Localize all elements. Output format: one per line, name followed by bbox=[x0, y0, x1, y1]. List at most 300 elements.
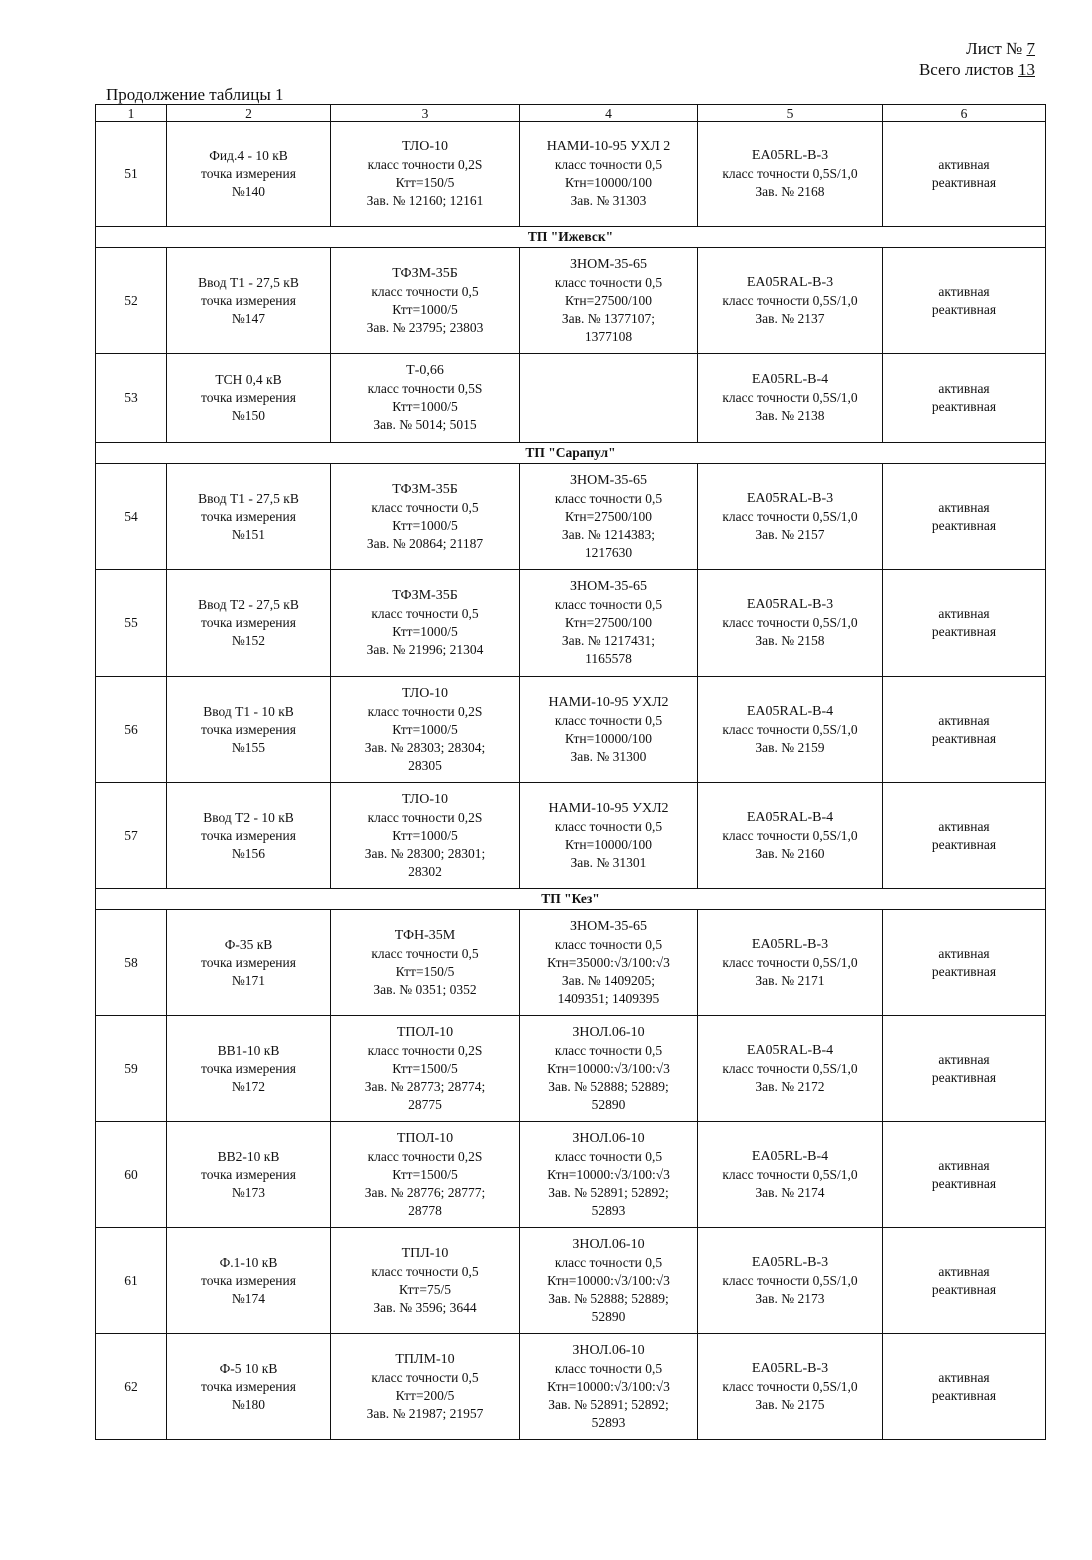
cell-line: класс точности 0,5S/1,0 bbox=[722, 1166, 858, 1182]
cell-line: Ктн=10000:√3/100:√3 bbox=[547, 1060, 670, 1076]
cell-line: реактивная bbox=[931, 624, 997, 639]
meter-cell bbox=[698, 354, 883, 443]
cell-line: №174 bbox=[231, 1290, 266, 1306]
equipment-table bbox=[95, 104, 1046, 1440]
cell-line: ТФЗМ-35Б bbox=[392, 481, 458, 497]
cell-line: точка измерения bbox=[201, 166, 296, 181]
cell-line: ТФЗМ-35Б bbox=[392, 588, 458, 603]
cell-line: 59 bbox=[124, 1060, 138, 1076]
table-row bbox=[96, 248, 1046, 354]
cell-line: Ктт=1500/5 bbox=[392, 1166, 458, 1182]
cell-line: 28302 bbox=[408, 863, 442, 879]
cell-line: №150 bbox=[231, 408, 266, 423]
cell-line: класс точности 0,5 bbox=[371, 1263, 479, 1279]
measurement-point-cell bbox=[167, 677, 331, 783]
meter-cell bbox=[698, 248, 883, 354]
cell-line: 56 bbox=[124, 721, 138, 737]
cell-line: 53 bbox=[124, 390, 138, 405]
cell-line: №156 bbox=[231, 845, 266, 861]
cell-line: Ктт=150/5 bbox=[395, 175, 455, 190]
column-header: 1 bbox=[96, 105, 167, 122]
cell-line: ТЛО-10 bbox=[401, 685, 449, 701]
cell-line: класс точности 0,5 bbox=[554, 1360, 663, 1376]
cell-line: ВВ1-10 кВ bbox=[217, 1042, 280, 1058]
cell-line: ТФН-35М bbox=[394, 927, 456, 943]
cell-line: реактивная bbox=[931, 1069, 997, 1085]
energy-type-cell bbox=[883, 783, 1046, 889]
row-number-cell bbox=[96, 354, 167, 443]
sheet-number-line bbox=[919, 38, 1035, 59]
cell-line: класс точности 0,5 bbox=[554, 1254, 663, 1270]
cell-line: Ктн=10000/100 bbox=[565, 730, 652, 746]
measurement-point-cell bbox=[167, 354, 331, 443]
energy-type-cell bbox=[883, 1228, 1046, 1334]
voltage-transformer-cell bbox=[520, 1122, 698, 1228]
cell-line: реактивная bbox=[931, 1281, 997, 1297]
cell-line: ЗНОЛ.06-10 bbox=[572, 1024, 645, 1040]
cell-line: Зав. № 21996; 21304 bbox=[366, 642, 484, 657]
cell-line: класс точности 0,5 bbox=[554, 490, 663, 506]
cell-line: Ктт=200/5 bbox=[395, 1387, 455, 1403]
cell-line: Ктн=10000/100 bbox=[565, 175, 652, 190]
current-transformer-cell bbox=[331, 354, 520, 443]
voltage-transformer-cell bbox=[520, 122, 698, 227]
energy-type-cell bbox=[883, 122, 1046, 227]
cell-line: Зав. № 3596; 3644 bbox=[373, 1299, 477, 1315]
cell-line: Фид.4 - 10 кВ bbox=[209, 148, 288, 163]
total-label: Всего листов bbox=[918, 60, 1014, 79]
cell-line: активная bbox=[938, 818, 990, 834]
section-title: ТП "Кез" bbox=[96, 889, 1046, 910]
cell-line: Зав. № 2137 bbox=[755, 310, 825, 326]
cell-line: Ф-35 кВ bbox=[224, 936, 273, 952]
cell-line: 61 bbox=[124, 1272, 138, 1288]
cell-line: Зав. № 2138 bbox=[755, 408, 825, 423]
cell-line: класс точности 0,2S bbox=[367, 1148, 483, 1164]
cell-line: реактивная bbox=[931, 1175, 997, 1191]
voltage-transformer-cell bbox=[520, 1016, 698, 1122]
cell-line: реактивная bbox=[931, 730, 997, 746]
measurement-point-cell bbox=[167, 248, 331, 354]
cell-line: класс точности 0,2S bbox=[367, 157, 483, 172]
cell-line: Ктт=1000/5 bbox=[392, 517, 458, 533]
cell-line: ЗНОМ-35-65 bbox=[569, 579, 647, 594]
row-number-cell bbox=[96, 783, 167, 889]
cell-line: точка измерения bbox=[201, 1166, 296, 1182]
current-transformer-cell bbox=[331, 248, 520, 354]
voltage-transformer-cell bbox=[520, 910, 698, 1016]
cell-line: Зав. № 2159 bbox=[755, 739, 825, 755]
cell-line: Ктн=10000:√3/100:√3 bbox=[547, 1378, 670, 1394]
table-caption: Продолжение таблицы 1 bbox=[106, 85, 284, 104]
cell-line: реактивная bbox=[931, 517, 997, 533]
cell-line: точка измерения bbox=[201, 1060, 296, 1076]
cell-line: Зав. № 5014; 5015 bbox=[373, 417, 477, 432]
current-transformer-cell bbox=[331, 122, 520, 227]
current-transformer-cell bbox=[331, 570, 520, 677]
cell-line: НАМИ-10-95 УХЛ2 bbox=[548, 694, 669, 710]
row-number-cell bbox=[96, 570, 167, 677]
cell-line: Зав. № 20864; 21187 bbox=[366, 535, 484, 551]
cell-line: 1217630 bbox=[584, 544, 633, 560]
cell-line: ТПЛ-10 bbox=[401, 1245, 449, 1261]
cell-line: EA05RAL-B-3 bbox=[746, 490, 834, 506]
cell-line: точка измерения bbox=[201, 615, 296, 630]
cell-line: реактивная bbox=[931, 836, 997, 852]
measurement-point-cell bbox=[167, 1228, 331, 1334]
cell-line: Ктт=75/5 bbox=[399, 1281, 451, 1297]
cell-line: класс точности 0,5 bbox=[554, 712, 663, 728]
total-sheets-line bbox=[919, 59, 1035, 80]
cell-line: EA05RAL-B-4 bbox=[746, 1042, 834, 1058]
cell-line: Ктт=1000/5 bbox=[392, 827, 458, 843]
section-title: ТП "Сарапул" bbox=[96, 443, 1046, 464]
cell-line: EA05RAL-B-4 bbox=[746, 809, 834, 825]
cell-line: класс точности 0,5S/1,0 bbox=[722, 390, 858, 405]
current-transformer-cell bbox=[331, 1228, 520, 1334]
cell-line: ЗНОМ-35-65 bbox=[569, 918, 647, 934]
energy-type-cell bbox=[883, 354, 1046, 443]
measurement-point-cell bbox=[167, 783, 331, 889]
section-title: ТП "Ижевск" bbox=[96, 227, 1046, 248]
cell-line: №140 bbox=[231, 184, 266, 199]
cell-line: 52893 bbox=[591, 1414, 626, 1430]
table-body bbox=[96, 105, 1046, 1440]
cell-line: Т-0,66 bbox=[406, 363, 444, 378]
cell-line: класс точности 0,5S/1,0 bbox=[722, 615, 858, 630]
meter-cell bbox=[698, 910, 883, 1016]
cell-line: Зав. № 2172 bbox=[755, 1078, 825, 1094]
cell-line: Зав. № 52891; 52892; bbox=[548, 1396, 669, 1412]
cell-line: 1409351; 1409395 bbox=[557, 990, 660, 1006]
energy-type-cell bbox=[883, 464, 1046, 570]
cell-line: Зав. № 28300; 28301; bbox=[364, 845, 486, 861]
cell-line: Ф-5 10 кВ bbox=[219, 1360, 278, 1376]
cell-line: Ктн=27500/100 bbox=[565, 615, 652, 630]
cell-line: Ввод Т1 - 10 кВ bbox=[203, 703, 294, 719]
cell-line: Зав. № 2173 bbox=[755, 1290, 825, 1306]
cell-line: точка измерения bbox=[201, 954, 296, 970]
cell-line: Зав. № 21987; 21957 bbox=[366, 1405, 484, 1421]
cell-line: EA05RAL-B-3 bbox=[746, 597, 834, 612]
cell-line: активная bbox=[938, 1369, 990, 1385]
cell-line: Ктт=1000/5 bbox=[392, 399, 458, 414]
cell-line: №171 bbox=[231, 972, 266, 988]
energy-type-cell bbox=[883, 910, 1046, 1016]
cell-line: класс точности 0,5S/1,0 bbox=[722, 166, 858, 181]
cell-line: класс точности 0,5S bbox=[367, 381, 483, 396]
cell-line: EA05RL-B-4 bbox=[751, 1148, 829, 1164]
cell-line: точка измерения bbox=[201, 390, 296, 405]
measurement-point-cell bbox=[167, 122, 331, 227]
cell-line: Зав. № 1217431; bbox=[561, 633, 656, 648]
cell-line: Зав. № 52888; 52889; bbox=[548, 1290, 669, 1306]
voltage-transformer-cell bbox=[520, 354, 698, 443]
voltage-transformer-cell bbox=[520, 248, 698, 354]
cell-line: точка измерения bbox=[201, 827, 296, 843]
cell-line: Зав. № 2175 bbox=[755, 1396, 825, 1412]
current-transformer-cell bbox=[331, 464, 520, 570]
cell-line: Зав. № 1409205; bbox=[561, 972, 656, 988]
meter-cell bbox=[698, 783, 883, 889]
cell-line: Зав. № 31300 bbox=[570, 748, 647, 764]
row-number-cell bbox=[96, 248, 167, 354]
sheet-info bbox=[919, 38, 1035, 80]
cell-line: 28778 bbox=[408, 1202, 442, 1218]
cell-line: 54 bbox=[124, 508, 138, 524]
table-row bbox=[96, 464, 1046, 570]
table-row bbox=[96, 677, 1046, 783]
cell-line: №155 bbox=[231, 739, 266, 755]
cell-line: класс точности 0,5 bbox=[554, 1042, 663, 1058]
measurement-point-cell bbox=[167, 1016, 331, 1122]
cell-line: ВВ2-10 кВ bbox=[217, 1148, 280, 1164]
cell-line: класс точности 0,5 bbox=[371, 945, 479, 961]
cell-line: №147 bbox=[231, 310, 266, 326]
cell-line: 28305 bbox=[408, 757, 442, 773]
cell-line: активная bbox=[938, 381, 990, 396]
cell-line: EA05RAL-B-4 bbox=[746, 703, 834, 719]
table-row bbox=[96, 1016, 1046, 1122]
cell-line: Зав. № 28303; 28304; bbox=[364, 739, 486, 755]
energy-type-cell bbox=[883, 1334, 1046, 1440]
cell-line: реактивная bbox=[931, 175, 997, 190]
cell-line: 52890 bbox=[591, 1308, 626, 1324]
voltage-transformer-cell bbox=[520, 464, 698, 570]
cell-line: №152 bbox=[231, 633, 266, 648]
cell-line: ТЛО-10 bbox=[401, 791, 449, 807]
cell-line: активная bbox=[938, 283, 990, 299]
section-row bbox=[96, 889, 1046, 910]
cell-line: точка измерения bbox=[201, 292, 296, 308]
cell-line: 52890 bbox=[591, 1096, 626, 1112]
energy-type-cell bbox=[883, 1016, 1046, 1122]
current-transformer-cell bbox=[331, 783, 520, 889]
measurement-point-cell bbox=[167, 464, 331, 570]
column-header: 5 bbox=[698, 105, 883, 122]
cell-line: Ктн=10000:√3/100:√3 bbox=[547, 1272, 670, 1288]
cell-line: 58 bbox=[124, 954, 138, 970]
cell-line: Ввод Т2 - 10 кВ bbox=[203, 809, 294, 825]
cell-line: Зав. № 12160; 12161 bbox=[366, 193, 484, 208]
cell-line: ТСН 0,4 кВ bbox=[215, 372, 282, 387]
row-number-cell bbox=[96, 464, 167, 570]
cell-line: ТПОЛ-10 bbox=[396, 1024, 454, 1040]
cell-line: EA05RL-B-3 bbox=[751, 936, 829, 952]
cell-line: Ктн=35000:√3/100:√3 bbox=[547, 954, 670, 970]
voltage-transformer-cell bbox=[520, 783, 698, 889]
voltage-transformer-cell bbox=[520, 1334, 698, 1440]
cell-line: Зав. № 1377107; bbox=[561, 310, 656, 326]
voltage-transformer-cell bbox=[520, 570, 698, 677]
cell-line: класс точности 0,5S/1,0 bbox=[722, 508, 858, 524]
cell-line: ТПОЛ-10 bbox=[396, 1130, 454, 1146]
cell-line: реактивная bbox=[931, 963, 997, 979]
cell-line: класс точности 0,5 bbox=[554, 274, 663, 290]
cell-line: Ктн=10000:√3/100:√3 bbox=[547, 1166, 670, 1182]
cell-line: Зав. № 31301 bbox=[570, 854, 647, 870]
table-row bbox=[96, 1228, 1046, 1334]
cell-line: Зав. № 28776; 28777; bbox=[364, 1184, 486, 1200]
cell-line: класс точности 0,5 bbox=[371, 1369, 479, 1385]
cell-line: Ввод Т1 - 27,5 кВ bbox=[198, 490, 299, 506]
cell-line: Зав. № 1214383; bbox=[561, 526, 656, 542]
cell-line: Зав. № 52891; 52892; bbox=[548, 1184, 669, 1200]
meter-cell bbox=[698, 1334, 883, 1440]
cell-line: 28775 bbox=[408, 1096, 442, 1112]
energy-type-cell bbox=[883, 677, 1046, 783]
measurement-point-cell bbox=[167, 1122, 331, 1228]
row-number-cell bbox=[96, 1122, 167, 1228]
cell-line: точка измерения bbox=[201, 1272, 296, 1288]
section-row bbox=[96, 443, 1046, 464]
cell-line: Зав. № 31303 bbox=[570, 193, 647, 208]
cell-line: №173 bbox=[231, 1184, 266, 1200]
current-transformer-cell bbox=[331, 1334, 520, 1440]
cell-line: 1377108 bbox=[584, 328, 633, 344]
cell-line: EA05RL-B-3 bbox=[751, 1254, 829, 1270]
energy-type-cell bbox=[883, 570, 1046, 677]
cell-line: Ф.1-10 кВ bbox=[219, 1254, 278, 1270]
cell-line: НАМИ-10-95 УХЛ2 bbox=[548, 800, 669, 816]
meter-cell bbox=[698, 122, 883, 227]
row-number-cell bbox=[96, 1016, 167, 1122]
cell-line: EA05RAL-B-3 bbox=[746, 274, 834, 290]
cell-line: класс точности 0,5 bbox=[554, 936, 663, 952]
cell-line: 52 bbox=[124, 292, 138, 308]
meter-cell bbox=[698, 1228, 883, 1334]
meter-cell bbox=[698, 464, 883, 570]
cell-line: Зав. № 2160 bbox=[755, 845, 825, 861]
cell-line: активная bbox=[938, 606, 990, 621]
cell-line: класс точности 0,5S/1,0 bbox=[722, 1060, 858, 1076]
cell-line: Зав. № 52888; 52889; bbox=[548, 1078, 669, 1094]
cell-line: EA05RL-B-4 bbox=[751, 372, 829, 387]
cell-line: Ктт=1000/5 bbox=[392, 721, 458, 737]
cell-line: Ввод Т1 - 27,5 кВ bbox=[198, 274, 299, 290]
cell-line: 55 bbox=[124, 615, 138, 630]
cell-line: активная bbox=[938, 712, 990, 728]
cell-line: 57 bbox=[124, 827, 138, 843]
cell-line: ЗНОЛ.06-10 bbox=[572, 1130, 645, 1146]
cell-line: реактивная bbox=[931, 399, 997, 414]
cell-line: Зав. № 28773; 28774; bbox=[364, 1078, 486, 1094]
column-header: 6 bbox=[883, 105, 1046, 122]
cell-line: 62 bbox=[124, 1378, 138, 1394]
cell-line: точка измерения bbox=[201, 508, 296, 524]
column-header: 2 bbox=[167, 105, 331, 122]
table-row bbox=[96, 122, 1046, 227]
cell-line: класс точности 0,5S/1,0 bbox=[722, 721, 858, 737]
cell-line: EA05RL-B-3 bbox=[751, 148, 829, 163]
cell-line: класс точности 0,5 bbox=[371, 283, 479, 299]
header-row bbox=[96, 105, 1046, 122]
cell-line: класс точности 0,2S bbox=[367, 703, 483, 719]
cell-line: Зав. № 2171 bbox=[755, 972, 825, 988]
table-row bbox=[96, 783, 1046, 889]
measurement-point-cell bbox=[167, 570, 331, 677]
total-number: 13 bbox=[1018, 60, 1035, 79]
meter-cell bbox=[698, 1016, 883, 1122]
voltage-transformer-cell bbox=[520, 677, 698, 783]
cell-line: ТФЗМ-35Б bbox=[392, 265, 458, 281]
energy-type-cell bbox=[883, 1122, 1046, 1228]
cell-line: класс точности 0,5 bbox=[554, 818, 663, 834]
column-header: 4 bbox=[520, 105, 698, 122]
cell-line: класс точности 0,5 bbox=[554, 1148, 663, 1164]
cell-line: Ктн=10000/100 bbox=[565, 836, 652, 852]
cell-line: активная bbox=[938, 1051, 990, 1067]
cell-line: 60 bbox=[124, 1166, 138, 1182]
cell-line: НАМИ-10-95 УХЛ 2 bbox=[546, 139, 671, 154]
table-row bbox=[96, 354, 1046, 443]
cell-line: реактивная bbox=[931, 301, 997, 317]
cell-line: Ктн=27500/100 bbox=[565, 508, 652, 524]
cell-line: Зав. № 0351; 0352 bbox=[373, 981, 477, 997]
meter-cell bbox=[698, 677, 883, 783]
sheet-label: Лист № bbox=[966, 39, 1023, 58]
cell-line: №151 bbox=[231, 526, 266, 542]
cell-line: №180 bbox=[231, 1396, 266, 1412]
measurement-point-cell bbox=[167, 910, 331, 1016]
cell-line: класс точности 0,5 bbox=[554, 597, 663, 612]
cell-line: Зав. № 2158 bbox=[755, 633, 825, 648]
cell-line: активная bbox=[938, 157, 990, 172]
current-transformer-cell bbox=[331, 910, 520, 1016]
meter-cell bbox=[698, 1122, 883, 1228]
cell-line: класс точности 0,5S/1,0 bbox=[722, 1378, 858, 1394]
cell-line: Ктт=1000/5 bbox=[392, 301, 458, 317]
table-row bbox=[96, 570, 1046, 677]
cell-line: класс точности 0,2S bbox=[367, 1042, 483, 1058]
cell-line: ТЛО-10 bbox=[401, 139, 449, 154]
cell-line: Ктт=1500/5 bbox=[392, 1060, 458, 1076]
cell-line: активная bbox=[938, 1263, 990, 1279]
cell-line: 52893 bbox=[591, 1202, 626, 1218]
cell-line: класс точности 0,5S/1,0 bbox=[722, 954, 858, 970]
section-row bbox=[96, 227, 1046, 248]
meter-cell bbox=[698, 570, 883, 677]
cell-line: класс точности 0,5S/1,0 bbox=[722, 292, 858, 308]
sheet-number: 7 bbox=[1026, 39, 1035, 58]
column-header: 3 bbox=[331, 105, 520, 122]
cell-line: ТПЛМ-10 bbox=[395, 1351, 455, 1367]
voltage-transformer-cell bbox=[520, 1228, 698, 1334]
current-transformer-cell bbox=[331, 1122, 520, 1228]
cell-line: ЗНОЛ.06-10 bbox=[572, 1342, 645, 1358]
cell-line: активная bbox=[938, 1157, 990, 1173]
cell-line: 1165578 bbox=[585, 651, 632, 666]
cell-line: Зав. № 23795; 23803 bbox=[366, 319, 484, 335]
cell-line: Ввод Т2 - 27,5 кВ bbox=[198, 597, 299, 612]
cell-line: точка измерения bbox=[201, 1378, 296, 1394]
energy-type-cell bbox=[883, 248, 1046, 354]
table-row bbox=[96, 1122, 1046, 1228]
row-number-cell bbox=[96, 910, 167, 1016]
cell-line: Зав. № 2168 bbox=[755, 184, 825, 199]
cell-line: класс точности 0,5S/1,0 bbox=[722, 827, 858, 843]
cell-line: Ктт=1000/5 bbox=[392, 624, 458, 639]
cell-line: активная bbox=[938, 499, 990, 515]
cell-line: ЗНОЛ.06-10 bbox=[572, 1236, 645, 1252]
row-number-cell bbox=[96, 677, 167, 783]
cell-line: ЗНОМ-35-65 bbox=[569, 472, 647, 488]
table-row bbox=[96, 1334, 1046, 1440]
current-transformer-cell bbox=[331, 677, 520, 783]
measurement-point-cell bbox=[167, 1334, 331, 1440]
cell-line: 51 bbox=[124, 166, 138, 181]
cell-line: Зав. № 2157 bbox=[755, 526, 825, 542]
